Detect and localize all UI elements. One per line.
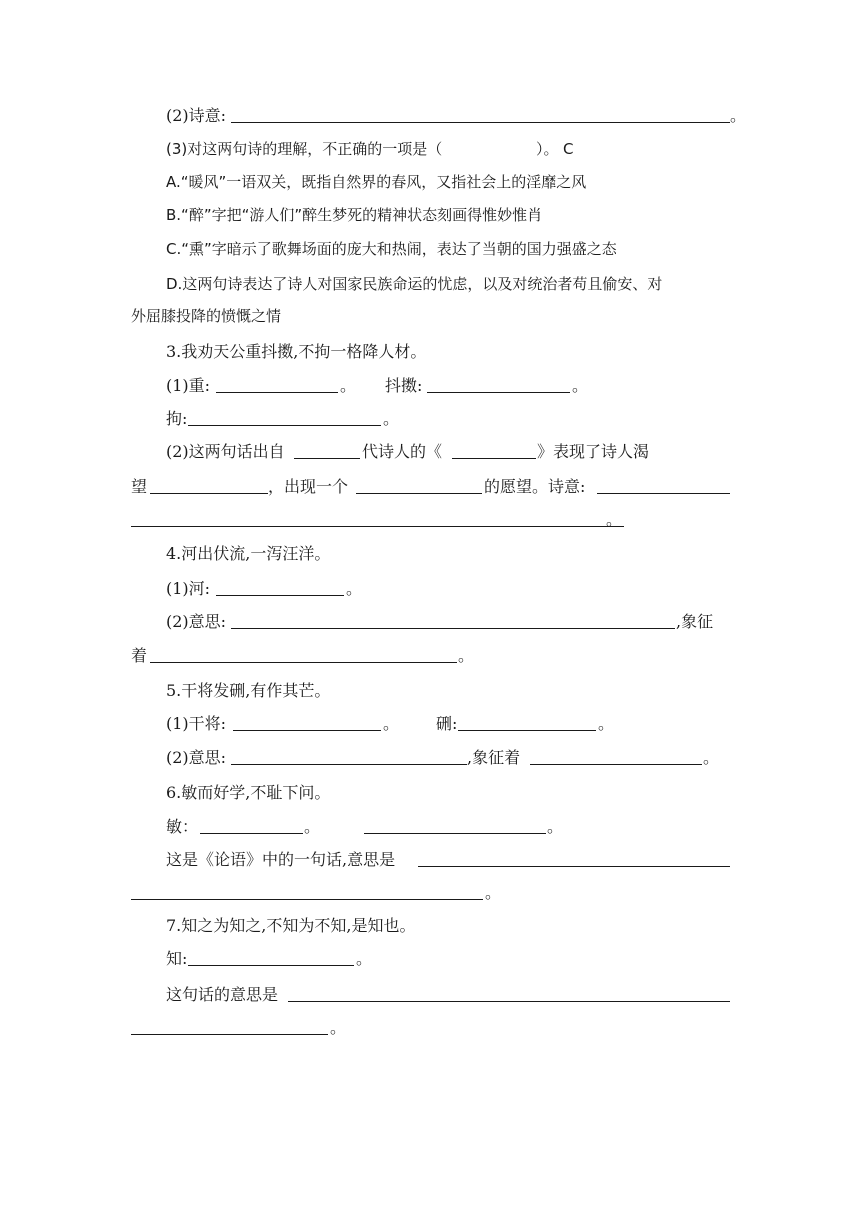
q3-part2-line <box>0 437 860 467</box>
q5-xing-period: 。 <box>598 714 615 733</box>
q2-poem-meaning-period: 。 <box>730 106 747 125</box>
q7-end-period: 。 <box>330 1018 347 1037</box>
q6-min-blank[interactable] <box>200 833 303 834</box>
q3-part1-line <box>0 371 860 401</box>
q3-dousou-period: 。 <box>572 376 589 395</box>
q2-poem-meaning-blank[interactable] <box>231 122 730 123</box>
q2-part3-prompt: (3)对这两句诗的理解，不正确的一项是（ <box>166 140 443 158</box>
q2-part3-answer: C <box>563 140 574 158</box>
q4-symbol-b: 着 <box>131 646 148 665</box>
q5-part1-line <box>0 709 860 739</box>
q6-meaning-label: 这是《论语》中的一句话,意思是 <box>166 850 396 869</box>
q4-end-period: 。 <box>458 646 475 665</box>
q3-zhong-label: (1)重: <box>166 376 211 395</box>
q4-part1-line <box>0 574 860 604</box>
q6-end-period: 。 <box>485 883 502 902</box>
q6-min-period: 。 <box>304 817 321 836</box>
q5-symbol: ,象征着 <box>467 748 521 767</box>
q6-meaning-blank[interactable] <box>418 866 730 867</box>
option-text: 外屈膝投降的愤慨之情 <box>131 307 282 325</box>
q3-part2-b: 代诗人的《 <box>362 442 443 461</box>
q3-title-line <box>0 337 860 367</box>
q3-poem-blank-cont[interactable] <box>131 526 624 527</box>
q5-xing-blank[interactable] <box>458 730 596 731</box>
q7-meaning-blank-cont[interactable] <box>131 1034 328 1035</box>
option-text: D.这两句诗表达了诗人对国家民族命运的忧虑，以及对统治者苟且偷安、对 <box>166 275 663 293</box>
q7-zhi-line <box>0 944 860 974</box>
q4-symbol-blank[interactable] <box>150 662 457 663</box>
q3-line2-a: 望 <box>131 477 148 496</box>
q3-dousou-blank[interactable] <box>427 392 570 393</box>
q2-option-d <box>0 269 860 299</box>
q3-ju-line <box>0 404 860 434</box>
q6-second-blank[interactable] <box>364 833 546 834</box>
q2-part3-paren-close: ）。 <box>536 140 559 158</box>
q4-part2-line <box>0 607 860 637</box>
q6-title: 6.敏而好学,不耻下问。 <box>166 783 331 802</box>
q7-title-line <box>0 911 860 941</box>
q4-symbol-a: ,象征 <box>676 612 714 631</box>
q3-part2-c: 》表现了诗人渴 <box>537 442 650 461</box>
q2-option-b <box>0 200 860 230</box>
q7-meaning-line <box>0 980 860 1010</box>
q4-he-period: 。 <box>346 579 363 598</box>
q2-part3-line <box>0 134 860 164</box>
q3-dynasty-blank[interactable] <box>294 458 360 459</box>
q4-meaning-label: (2)意思: <box>166 612 227 631</box>
q3-line2 <box>0 472 860 502</box>
q5-title: 5.干将发硎,有作其芒。 <box>166 681 331 700</box>
option-text: A.“暖风”一语双关，既指自然界的春风，又指社会上的淫靡之风 <box>166 173 587 191</box>
q3-end-period: 。 <box>606 510 623 529</box>
q3-work-blank[interactable] <box>452 458 536 459</box>
q3-line2-c: 的愿望。诗意: <box>484 477 586 496</box>
q7-zhi-label: 知: <box>166 949 188 968</box>
q7-zhi-period: 。 <box>356 949 373 968</box>
q7-meaning-cont-line <box>0 1013 860 1043</box>
q3-dousou-label: 抖擞: <box>385 376 423 395</box>
q6-part1-line <box>0 812 860 842</box>
q4-he-label: (1)河: <box>166 579 211 598</box>
q3-ju-label: 拘: <box>166 409 188 428</box>
option-text: C.“熏”字暗示了歌舞场面的庞大和热闹，表达了当朝的国力强盛之态 <box>166 240 617 258</box>
q2-option-c <box>0 234 860 264</box>
q4-meaning-blank[interactable] <box>231 628 675 629</box>
q6-meaning-line <box>0 845 860 875</box>
q3-title: 3.我劝天公重抖擞,不拘一格降人材。 <box>166 342 427 361</box>
q5-xing-label: 硎: <box>436 714 458 733</box>
q4-title-line <box>0 539 860 569</box>
q3-zhong-blank[interactable] <box>216 392 338 393</box>
q6-title-line <box>0 778 860 808</box>
q2-poem-meaning-line <box>0 101 860 131</box>
q6-meaning-cont-line <box>0 878 860 908</box>
q5-symbol-blank[interactable] <box>530 764 702 765</box>
q2-option-d-cont <box>0 301 860 331</box>
q2-option-a <box>0 167 860 197</box>
q5-title-line <box>0 676 860 706</box>
q5-ganjiang-period: 。 <box>383 714 400 733</box>
q5-ganjiang-blank[interactable] <box>233 730 381 731</box>
q7-zhi-blank[interactable] <box>188 965 354 966</box>
q7-title: 7.知之为知之,不知为不知,是知也。 <box>166 916 416 935</box>
q3-poem-blank[interactable] <box>597 493 730 494</box>
q7-meaning-label: 这句话的意思是 <box>166 985 279 1004</box>
q4-line3 <box>0 641 860 671</box>
option-text: B.“醉”字把“游人们”醉生梦死的精神状态刻画得惟妙惟肖 <box>166 206 543 224</box>
q3-ju-period: 。 <box>383 409 400 428</box>
q5-meaning-label: (2)意思: <box>166 748 227 767</box>
q5-ganjiang-label: (1)干将: <box>166 714 227 733</box>
q3-part2-a: (2)这两句话出自 <box>166 442 285 461</box>
q2-poem-meaning-label: (2)诗意: <box>166 106 227 125</box>
q3-hope-blank[interactable] <box>150 493 268 494</box>
q3-ju-blank[interactable] <box>188 425 381 426</box>
q4-he-blank[interactable] <box>216 595 344 596</box>
q6-meaning-blank-cont[interactable] <box>131 899 483 900</box>
q4-title: 4.河出伏流,一泻汪洋。 <box>166 544 331 563</box>
q5-meaning-blank[interactable] <box>231 764 467 765</box>
q6-min-label: 敏： <box>166 817 199 836</box>
q3-emerge-blank[interactable] <box>356 493 482 494</box>
q6-second-period: 。 <box>547 817 564 836</box>
q7-meaning-blank[interactable] <box>288 1001 730 1002</box>
q5-end-period: 。 <box>703 748 720 767</box>
q3-zhong-period: 。 <box>340 376 357 395</box>
q5-part2-line <box>0 743 860 773</box>
q3-line3 <box>0 505 860 535</box>
q3-line2-b: ，出现一个 <box>268 477 349 496</box>
